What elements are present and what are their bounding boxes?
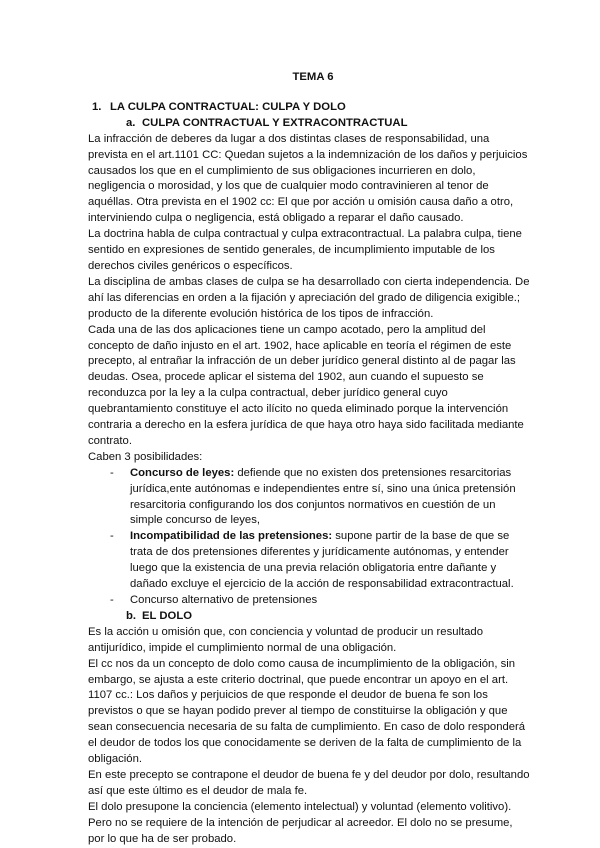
paragraph: Caben 3 posibilidades: [88, 450, 203, 463]
subsection-b-title: EL DOLO [142, 609, 193, 622]
paragraph: Es la acción u omisión que, con conciencia y voluntad de producir un resultado antijurídico, impide el cumplimiento normal de una obligación. [88, 625, 483, 654]
paragraph: El cc nos da un concepto de dolo como causa de incumplimiento de la obligación, sin embargo, se ajusta a este criterio doctrinal, que puede encontrar un apoyo en el art. 1107 cc.: Los daños y perjuicios de que responde el deudor de buena fe son los previstos o que se hayan podido prever al tiempo de constituirse la obligación y que sean consecuencia necesaria de su falta de cumplimiento. En caso de dolo responderá el deudor de todos los que conocidamente se deriven de la falta de cumplimiento de la obligación. [88, 657, 526, 766]
list-item [110, 529, 530, 593]
possibilities-list [88, 466, 530, 609]
dash-bullet: - [110, 594, 114, 606]
list-item-term: Concurso de leyes: [130, 466, 235, 479]
list-item [110, 466, 530, 530]
list-item-text: supone partir de la base de que se trata de dos pretensiones diferentes y jurídicamente autónomas, y entender luego que la existencia de una previa relación obligatoria entre dañante y dañado excluye el ejercicio de la acción de responsabilidad extracontractual. [130, 530, 514, 591]
paragraph: Cada una de las dos aplicaciones tiene un campo acotado, pero la amplitud del concepto de daño injusto en el art. 1902, hace aplicable en teoría el régimen de este precepto, al entrañar la infracción de un deber jurídico general distinto al de pagar las deudas. Osea, procede aplicar el sistema del 1902, aun cuando el supuesto se reconduzca por la ley a la culpa contractual, deber jurídico general cuyo quebrantamiento constituye el acto ilícito no queda eliminado porque la intervención contraria a derecho en la esfera jurídica de que haya otro haya sido facilitada mediante contrato. [88, 323, 524, 447]
list-item-text: Concurso alternativo de pretensiones [130, 594, 318, 606]
paragraph: En este precepto se contrapone el deudor de buena fe y del deudor por dolo, resultando así que este último es el deudor de mala fe. [88, 768, 530, 797]
section-1-heading [88, 100, 530, 116]
list-item-term: Incompatibilidad de las pretensiones: [130, 530, 333, 543]
section-1-number: 1. [92, 100, 102, 113]
dash-bullet: - [110, 466, 114, 479]
subsection-b-heading [88, 609, 530, 625]
section-1-title: LA CULPA CONTRACTUAL: CULPA Y DOLO [110, 100, 346, 113]
paragraph: El dolo presupone la conciencia (elemento intelectual) y voluntad (elemento volitivo). Pero no se requiere de la intención de perjudicar al acreedor. El dolo no se presume, por lo que ha de ser probado. [88, 800, 513, 845]
subsection-a-heading [88, 116, 530, 132]
dash-bullet: - [110, 530, 114, 543]
document-title: TEMA 6 [292, 71, 334, 83]
paragraph: La disciplina de ambas clases de culpa se ha desarrollado con cierta independencia. De ahí las diferencias en orden a la fijación y apreciación del grado de diligencia exigible.; producto de la diferente evolución histórica de los tipos de infracción. [88, 275, 530, 320]
list-item [110, 593, 530, 609]
paragraph: La doctrina habla de culpa contractual y culpa extracontractual. La palabra culpa, tiene sentido en expresiones de sentido generales, de incumplimiento imputable de los derechos civiles genéricos o específicos. [88, 228, 522, 272]
list-item-text: defiende que no existen dos pretensiones resarcitorias jurídica,ente autónomas e independientes entre sí, sino una única pretensión resarcitoria configurando los dos conjuntos normativos en cuestión de un simple concurso de leyes, [130, 466, 516, 527]
paragraph: La infracción de deberes da lugar a dos distintas clases de responsabilidad, una prevista en el art.1101 CC: Quedan sujetos a la indemnización de los daños y perjuicios causados los que en el cumplimiento de sus obligaciones incurrieren en dolo, negligencia o morosidad, y los que de cualquier modo contravinieren al tenor de aquéllas. Otra prevista en el 1902 cc: El que por acción u omisión causa daño a otro, interviniendo culpa o negligencia, está obligado a reparar el daño causado. [88, 132, 528, 225]
subsection-a-title: CULPA CONTRACTUAL Y EXTRACONTRACTUAL [142, 116, 408, 129]
subsection-a-letter: a. [126, 116, 136, 129]
subsection-b-letter: b. [126, 609, 137, 622]
